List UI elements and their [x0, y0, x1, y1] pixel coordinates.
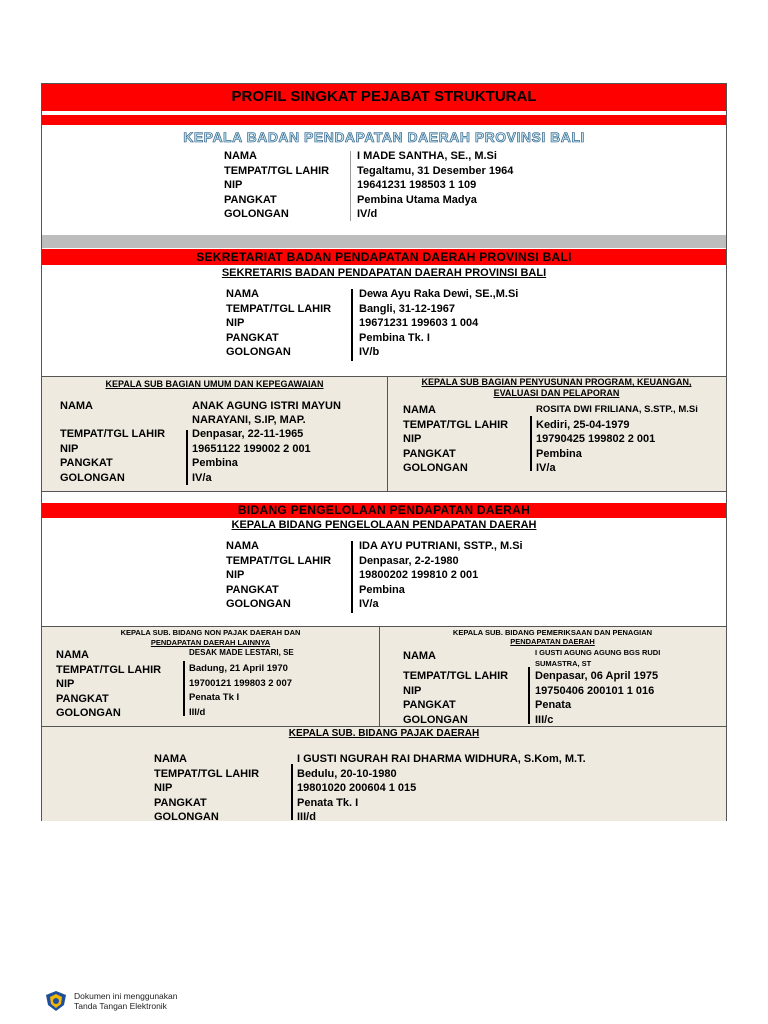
esign-line-2: Tanda Tangan Elektronik: [74, 1001, 167, 1011]
value-nama: Dewa Ayu Raka Dewi, SE.,M.Si: [359, 288, 519, 300]
value-ttl: Badung, 21 April 1970: [189, 663, 288, 674]
label-ttl: TEMPAT/TGL LAHIR: [154, 767, 260, 780]
value-ttl: Kediri, 25-04-1979: [536, 418, 630, 431]
value-nip: 19750406 200101 1 016: [535, 684, 655, 697]
kabid-labels: [226, 540, 331, 613]
page-title: PROFIL SINGKAT PEJABAT STRUKTURAL: [231, 88, 537, 105]
subbid-nonpajak-values: [189, 648, 294, 721]
subbid-pemeriksaan-heading: KEPALA SUB. BIDANG PEMERIKSAAN DAN PENAGIAN: [452, 628, 653, 637]
subbid-pajak-bar: [291, 764, 293, 820]
bsre-logo-icon: [44, 990, 68, 1012]
value-ttl: Bangli, 31-12-1967: [359, 302, 455, 315]
value-ttl: Denpasar, 06 April 1975: [535, 670, 659, 682]
value-nama: ANAK AGUNG ISTRI MAYUN: [192, 400, 341, 412]
esign-text: [74, 991, 177, 1011]
esign-line-1: Dokumen ini menggunakan: [74, 991, 178, 1001]
value-nama-cont: SUMASTRA, ST: [535, 659, 592, 668]
kepala-divider: [350, 151, 351, 221]
value-ttl: Denpasar, 2-2-1980: [359, 554, 459, 567]
label-golongan: GOLONGAN: [60, 471, 125, 484]
label-golongan: GOLONGAN: [224, 208, 289, 220]
subbid-pajak-values: [297, 753, 586, 826]
sekretariat-band: [42, 249, 726, 265]
label-pangkat: PANGKAT: [226, 583, 279, 596]
subbid-pemeriksaan-heading-2: PENDAPATAN DAERAH: [510, 637, 595, 646]
sekretaris-labels: [226, 288, 331, 361]
kabid-values: [359, 540, 523, 613]
label-nama: NAMA: [226, 540, 259, 552]
label-ttl: TEMPAT/TGL LAHIR: [224, 164, 330, 177]
subbag-program-labels: [403, 404, 508, 477]
label-pangkat: PANGKAT: [56, 692, 109, 705]
value-pangkat: Pembina Utama Madya: [357, 193, 477, 206]
label-nip: NIP: [154, 782, 173, 794]
subbid-pemeriksaan-bar: [528, 667, 530, 724]
value-nip: 19800202 199810 2 001: [359, 569, 479, 581]
value-nama: I GUSTI AGUNG AGUNG BGS RUDI: [535, 648, 661, 657]
label-nama: NAMA: [56, 649, 89, 661]
esign-footer: [44, 990, 244, 1012]
label-nip: NIP: [56, 678, 75, 690]
label-pangkat: PANGKAT: [224, 193, 277, 206]
value-pangkat: Penata: [535, 699, 572, 711]
value-golongan: III/c: [535, 713, 554, 726]
value-golongan: IV/b: [359, 346, 380, 358]
label-nip: NIP: [403, 684, 422, 697]
profile-document: [41, 83, 727, 821]
subbag-program-heading: KEPALA SUB BAGIAN PENYUSUNAN PROGRAM, KEUANGAN,: [421, 377, 692, 387]
sekretaris-divider: [351, 289, 353, 361]
value-pangkat: Penata Tk. I: [297, 796, 359, 809]
separator-band: [42, 235, 726, 248]
kabid-divider: [351, 541, 353, 613]
label-golongan: GOLONGAN: [56, 707, 121, 719]
value-nip: 19700121 199803 2 007: [189, 677, 293, 689]
value-pangkat: Pembina: [359, 583, 405, 596]
subbag-umum-heading: KEPALA SUB BAGIAN UMUM DAN KEPEGAWAIAN: [105, 379, 324, 389]
kepala-labels: [224, 150, 329, 223]
label-golongan: GOLONGAN: [154, 811, 219, 823]
subbag-umum-bar: [186, 430, 188, 485]
label-nip: NIP: [226, 569, 245, 581]
value-nip: 19641231 198503 1 109: [357, 179, 477, 191]
label-nama: NAMA: [60, 400, 93, 412]
subbag-umum-labels: [60, 400, 165, 486]
bidang-band: [42, 503, 726, 518]
label-golongan: GOLONGAN: [226, 346, 291, 358]
value-pangkat: Penata Tk I: [189, 692, 240, 703]
value-nama: I GUSTI NGURAH RAI DHARMA WIDHURA, S.Kom, M.T.: [297, 753, 586, 765]
label-ttl: TEMPAT/TGL LAHIR: [56, 663, 162, 676]
value-pangkat: Pembina: [536, 447, 582, 460]
label-pangkat: PANGKAT: [403, 699, 456, 711]
subbag-program-bar: [530, 416, 532, 471]
kepala-values: [357, 150, 513, 223]
label-golongan: GOLONGAN: [403, 462, 468, 474]
subbid-nonpajak-heading: KEPALA SUB. BIDANG NON PAJAK DAERAH DAN: [120, 628, 301, 637]
value-golongan: IV/a: [192, 471, 212, 484]
value-nama-cont: NARAYANI, S.IP, MAP.: [192, 414, 306, 426]
value-pangkat: Pembina Tk. I: [359, 331, 430, 344]
kabid-heading: KEPALA BIDANG PENGELOLAAN PENDAPATAN DAERAH: [231, 519, 537, 531]
label-ttl: TEMPAT/TGL LAHIR: [226, 302, 332, 315]
label-pangkat: PANGKAT: [403, 447, 456, 460]
subbid-pemeriksaan-values: [535, 648, 660, 728]
value-nip: 19651122 199002 2 001: [192, 442, 311, 455]
value-golongan: IV/a: [359, 598, 379, 610]
sekretariat-heading: SEKRETARIAT BADAN PENDAPATAN DAERAH PROVINSI BALI: [196, 250, 572, 264]
header-stripe: [42, 115, 726, 125]
label-nip: NIP: [60, 442, 79, 455]
subbag-program-values: [536, 404, 698, 477]
label-nama: NAMA: [154, 753, 187, 765]
subbag-program-heading-2: EVALUASI DAN PELAPORAN: [493, 388, 620, 398]
subbid-nonpajak-labels: [56, 649, 161, 722]
label-ttl: TEMPAT/TGL LAHIR: [403, 670, 509, 682]
value-ttl: Tegaltamu, 31 Desember 1964: [357, 164, 514, 177]
label-nip: NIP: [226, 317, 245, 329]
label-nama: NAMA: [403, 404, 436, 416]
value-nip: 19790425 199802 2 001: [536, 433, 656, 445]
label-golongan: GOLONGAN: [403, 713, 468, 726]
value-nama: I MADE SANTHA, SE., M.Si: [357, 150, 497, 162]
label-ttl: TEMPAT/TGL LAHIR: [403, 418, 509, 431]
label-pangkat: PANGKAT: [60, 457, 113, 469]
label-golongan: GOLONGAN: [226, 598, 291, 610]
sekretaris-heading: SEKRETARIS BADAN PENDAPATAN DAERAH PROVINSI BALI: [221, 267, 547, 279]
label-nama: NAMA: [224, 150, 257, 162]
value-nama: DESAK MADE LESTARI, SE: [189, 648, 294, 657]
subbid-pajak-labels: [154, 753, 259, 826]
header-band: [42, 84, 726, 111]
value-nip: 19671231 199603 1 004: [359, 317, 479, 329]
value-ttl: Bedulu, 20-10-1980: [297, 767, 397, 780]
value-ttl: Denpasar, 22-11-1965: [192, 428, 304, 440]
value-golongan: III/d: [297, 811, 316, 823]
value-golongan: III/d: [189, 706, 206, 718]
subbag-umum-values: [192, 400, 341, 486]
label-ttl: TEMPAT/TGL LAHIR: [226, 554, 332, 567]
value-pangkat: Pembina: [192, 457, 238, 469]
value-golongan: IV/a: [536, 462, 556, 474]
value-nama: IDA AYU PUTRIANI, SSTP., M.Si: [359, 540, 523, 552]
value-nama: ROSITA DWI FRILIANA, S.STP., M.Si: [536, 404, 698, 415]
label-pangkat: PANGKAT: [154, 796, 207, 809]
value-nip: 19801020 200604 1 015: [297, 782, 417, 794]
label-nip: NIP: [224, 179, 243, 191]
label-nip: NIP: [403, 433, 422, 445]
label-ttl: TEMPAT/TGL LAHIR: [60, 428, 166, 440]
value-golongan: IV/d: [357, 208, 378, 220]
label-nama: NAMA: [403, 650, 436, 662]
subbid-nonpajak-bar: [183, 661, 185, 716]
label-nama: NAMA: [226, 288, 259, 300]
kepala-heading: KEPALA BADAN PENDAPATAN DAERAH PROVINSI BALI: [183, 129, 585, 145]
bidang-heading: BIDANG PENGELOLAAN PENDAPATAN DAERAH: [237, 503, 531, 517]
sekretaris-values: [359, 288, 518, 361]
label-pangkat: PANGKAT: [226, 331, 279, 344]
subbid-pemeriksaan-labels: [403, 650, 508, 728]
subbid-pajak-heading: KEPALA SUB. BIDANG PAJAK DAERAH: [288, 728, 480, 739]
subbid-nonpajak-heading-2: PENDAPATAN DAERAH LAINNYA: [150, 638, 271, 647]
